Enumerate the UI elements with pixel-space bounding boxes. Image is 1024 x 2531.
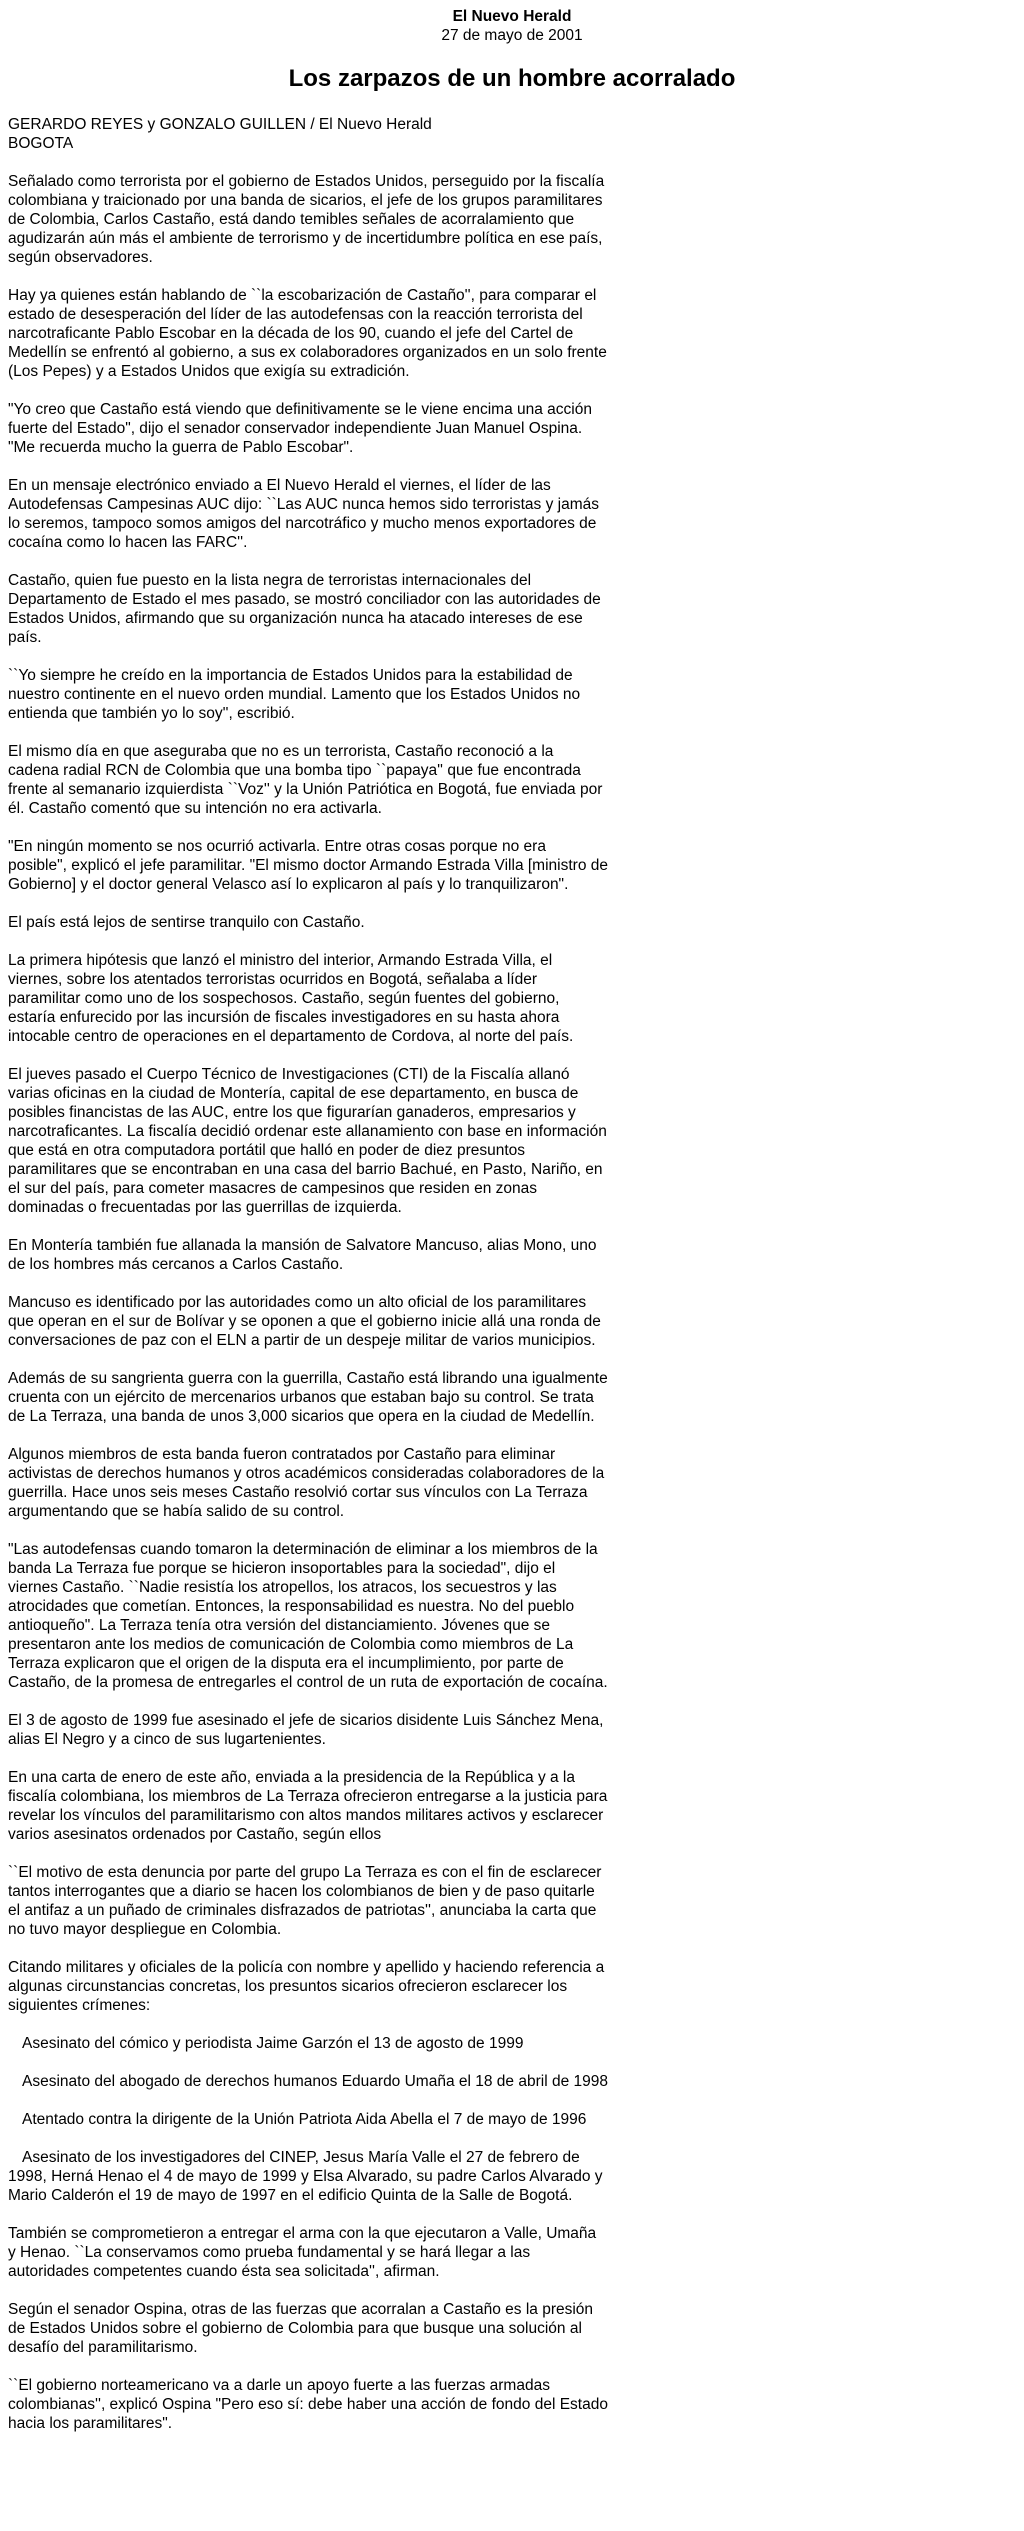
crime-item: Asesinato de los investigadores del CINEP, Jesus María Valle el 27 de febrero de 1998, Herná Henao el 4 de mayo de 1999 y Elsa Alvarado, su padre Carlos Alvarado y Mario Calderón el 19 de mayo de 1997 en el edificio Quinta de la Salle de Bogotá. [8,2149,603,2204]
byline-authors: GERARDO REYES y GONZALO GUILLEN / El Nuevo Herald [8,116,432,133]
paragraph: Señalado como terrorista por el gobierno de Estados Unidos, perseguido por la fiscalía colombiana y traicionado por una banda de sicarios, el jefe de los grupos paramilitares de Colombia, Carlos Castaño, está dando temibles señales de acorralamiento que agudizarán aún más el ambiente de terrorismo y de incertidumbre política en ese país, según observadores. [8,173,605,266]
paragraph: Castaño, quien fue puesto en la lista negra de terroristas internacionales del Departamento de Estado el mes pasado, se mostró conciliador con las autoridades de Estados Unidos, afirmando que su organización nunca ha atacado intereses de ese país. [8,572,601,646]
article-body [8,172,608,2433]
paragraph: Citando militares y oficiales de la policía con nombre y apellido y haciendo referencia a algunas circunstancias concretas, los presuntos sicarios ofrecieron esclarecer los siguientes crímenes: [8,1959,605,2014]
crime-item: Asesinato del cómico y periodista Jaime Garzón el 13 de agosto de 1999 [22,2035,524,2052]
paragraph: ``El motivo de esta denuncia por parte del grupo La Terraza es con el fin de esclarecer tantos interrogantes que a diario se hacen los colombianos de bien y de paso quitarle el antifaz a un puñado de criminales disfrazados de patriotas'', anunciaba la carta que no tuvo mayor despliegue en Colombia. [8,1864,602,1938]
paragraph: Algunos miembros de esta banda fueron contratados por Castaño para eliminar activistas de derechos humanos y otros académicos consideradas colaboradores de la guerrilla. Hace unos seis meses Castaño resolvió cortar sus vínculos con La Terraza argumentando que se había salido de su control. [8,1446,605,1520]
paragraph: "En ningún momento se nos ocurrió activarla. Entre otras cosas porque no era posible", explicó el jefe paramilitar. "El mismo doctor Armando Estrada Villa [ministro de Gobierno] y el doctor general Velasco así lo explicaron al país y lo tranquilizaron". [8,838,608,893]
publication-date: 27 de mayo de 2001 [441,27,583,44]
paragraph: El jueves pasado el Cuerpo Técnico de Investigaciones (CTI) de la Fiscalía allanó varias oficinas en la ciudad de Montería, capital de ese departamento, en busca de posibles financistas de las AUC, entre los que figurarían ganaderos, empresarios y narcotraficantes. La fiscalía decidió ordenar este allanamiento con base en información que está en otra computadora portátil que halló en poder de diez presuntos paramilitares que se encontraban en una casa del barrio Bachué, en Pasto, Nariño, en el sur del país, para cometer masacres de campesinos que residen en zonas dominadas o frecuentadas por las guerrillas de izquierda. [8,1066,607,1216]
paragraph: ``El gobierno norteamericano va a darle un apoyo fuerte a las fuerzas armadas colombianas'', explicó Ospina "Pero eso sí: debe haber una acción de fondo del Estado hacia los paramilitares". [8,2377,608,2432]
paragraph: El 3 de agosto de 1999 fue asesinado el jefe de sicarios disidente Luis Sánchez Mena, alias El Negro y a cinco de sus lugartenientes. [8,1712,604,1748]
paragraph: ``Yo siempre he creído en la importancia de Estados Unidos para la estabilidad de nuestro continente en el nuevo orden mundial. Lamento que los Estados Unidos no entienda que también yo lo soy'', escribió. [8,667,581,722]
crime-item: Asesinato del abogado de derechos humanos Eduardo Umaña el 18 de abril de 1998 [22,2073,608,2090]
paragraph: En Montería también fue allanada la mansión de Salvatore Mancuso, alias Mono, uno de los hombres más cercanos a Carlos Castaño. [8,1237,597,1273]
dateline: BOGOTA [8,135,74,152]
paragraph: Mancuso es identificado por las autoridades como un alto oficial de los paramilitares que operan en el sur de Bolívar y se oponen a que el gobierno inicie allá una ronda de conversaciones de paz con el ELN a partir de un despeje militar de varios municipios. [8,1294,601,1349]
paragraph: Según el senador Ospina, otras de las fuerzas que acorralan a Castaño es la presión de Estados Unidos sobre el gobierno de Colombia para que busque una solución al desafío del paramilitarismo. [8,2301,594,2356]
paragraph: En un mensaje electrónico enviado a El Nuevo Herald el viernes, el líder de las Autodefensas Campesinas AUC dijo: ``Las AUC nunca hemos sido terroristas y jamás lo seremos, tampoco somos amigos del narcotráfico y mucho menos exportadores de cocaína como lo hacen las FARC''. [8,477,599,551]
article-headline: Los zarpazos de un hombre acorralado [288,65,736,92]
paragraph: "Las autodefensas cuando tomaron la determinación de eliminar a los miembros de la banda La Terraza fue porque se hicieron insoportables para la sociedad", dijo el viernes Castaño. ``Nadie resistía los atropellos, los atracos, los secuestros y las atrocidades que cometían. Entonces, la responsabilidad es nuestra. No del pueblo antioqueño". La Terraza tenía otra versión del distanciamiento. Jóvenes que se presentaron ante los medios de comunicación de Colombia como miembros de La Terraza explicaron que el origen de la disputa era el incumplimiento, por parte de Castaño, de la promesa de entregarles el control de un ruta de exportación de cocaína. [8,1541,608,1691]
paragraph: Además de su sangrienta guerra con la guerrilla, Castaño está librando una igualmente cruenta con un ejército de mercenarios urbanos que estaban bajo su control. Se trata de La Terraza, una banda de unos 3,000 sicarios que opera en la ciudad de Medellín. [8,1370,608,1425]
crime-item: Atentado contra la dirigente de la Unión Patriota Aida Abella el 7 de mayo de 1996 [22,2111,587,2128]
paragraph: También se comprometieron a entregar el arma con la que ejecutaron a Valle, Umaña y Henao. ``La conservamos como prueba fundamental y se hará llegar a las autoridades competentes cuando ésta sea solicitada'', afirman. [8,2225,597,2280]
paragraph: En una carta de enero de este año, enviada a la presidencia de la República y a la fiscalía colombiana, los miembros de La Terraza ofrecieron entregarse a la justicia para revelar los vínculos del paramilitarismo con altos mandos militares activos y esclarecer varios asesinatos ordenados por Castaño, según ellos [8,1769,608,1843]
paragraph: La primera hipótesis que lanzó el ministro del interior, Armando Estrada Villa, el viernes, sobre los atentados terroristas ocurridos en Bogotá, señalaba a líder paramilitar como uno de los sospechosos. Castaño, según fuentes del gobierno, estaría enfurecido por las incursión de fiscales investigadores en su hasta ahora intocable centro de operaciones en el departamento de Cordova, al norte del país. [8,952,574,1045]
paragraph: "Yo creo que Castaño está viendo que definitivamente se le viene encima una acción fuerte del Estado", dijo el senador conservador independiente Juan Manuel Ospina. "Me recuerda mucho la guerra de Pablo Escobar". [8,401,592,456]
masthead [0,7,1024,45]
paragraph: El mismo día en que aseguraba que no es un terrorista, Castaño reconoció a la cadena radial RCN de Colombia que una bomba tipo ``papaya'' que fue encontrada frente al semanario izquierdista ``Voz'' y la Unión Patriótica en Bogotá, fue enviada por él. Castaño comentó que su intención no era activarla. [8,743,603,817]
newspaper-name: El Nuevo Herald [452,8,572,25]
paragraph: Hay ya quienes están hablando de ``la escobarización de Castaño'', para comparar el estado de desesperación del líder de las autodefensas con la reacción terrorista del narcotraficante Pablo Escobar en la década de los 90, cuando el jefe del Cartel de Medellín se enfrentó al gobierno, a sus ex colaboradores organizados en un solo frente (Los Pepes) y a Estados Unidos que exigía su extradición. [8,287,607,380]
paragraph: El país está lejos de sentirse tranquilo con Castaño. [8,914,365,931]
byline [8,115,1024,153]
